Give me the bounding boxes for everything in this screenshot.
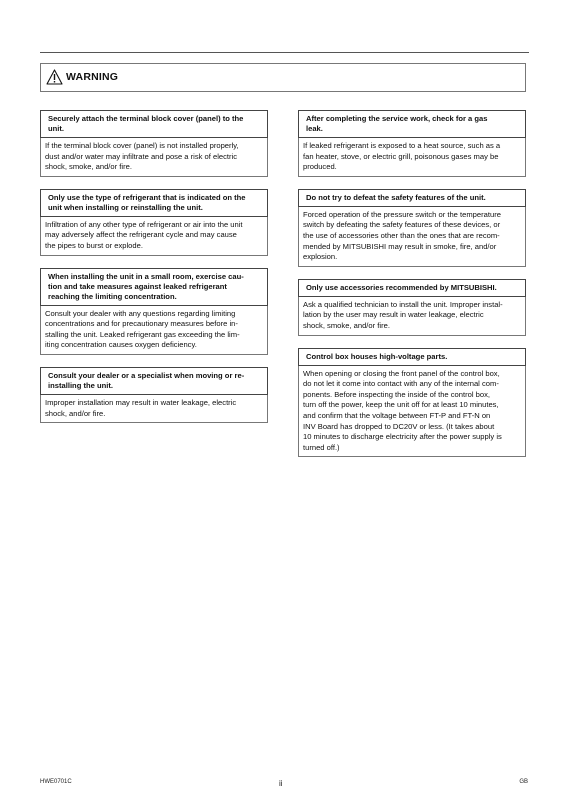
warning-item-body: Consult your dealer with any questions regarding limiting concentrations and for precautionary measures before in- stalling the unit. Leaked refrigerant gas exceeding the lim- iting concentration causes oxygen deficiency. xyxy=(40,306,268,355)
warning-item-body: Improper installation may result in water leakage, electric shock, and/or fire. xyxy=(40,395,268,423)
warning-item xyxy=(298,348,526,458)
warning-item xyxy=(40,268,268,355)
warning-item-heading: Only use accessories recommended by MITSUBISHI. xyxy=(298,279,526,297)
warning-item-heading: Control box houses high-voltage parts. xyxy=(298,348,526,366)
top-rule xyxy=(40,52,529,53)
footer-page-number: ii xyxy=(279,779,283,788)
warning-item xyxy=(298,110,526,177)
warning-title: WARNING xyxy=(66,71,119,83)
warning-triangle-icon xyxy=(46,69,63,85)
warning-item-body: Ask a qualified technician to install the unit. Improper instal- lation by the user may result in water leakage, electric shock, smoke, and/or fire. xyxy=(298,297,526,336)
warning-item-heading: Consult your dealer or a specialist when moving or re- installing the unit. xyxy=(40,367,268,395)
footer-region: GB xyxy=(519,779,528,785)
warning-item-body: If leaked refrigerant is exposed to a heat source, such as a fan heater, stove, or electric grill, poisonous gases may be produced. xyxy=(298,138,526,177)
warning-item xyxy=(298,189,526,267)
warning-item-body: If the terminal block cover (panel) is not installed properly, dust and/or water may infiltrate and pose a risk of electric shock, smoke, and/or fire. xyxy=(40,138,268,177)
warning-item-heading: After completing the service work, check for a gas leak. xyxy=(298,110,526,138)
warning-item-heading: Only use the type of refrigerant that is indicated on the unit when installing or reinstalling the unit. xyxy=(40,189,268,217)
warning-item-body: Infiltration of any other type of refrigerant or air into the unit may adversely affect the refrigerant cycle and may cause the pipes to burst or explode. xyxy=(40,217,268,256)
warning-item-body: When opening or closing the front panel of the control box, do not let it come into contact with any of the internal com- ponents. Before inspecting the inside of the control box, turn off the power, keep the unit off for at least 10 minutes, and confirm that the voltage between FT-P and FT-N on INV Board has dropped to DC20V or less. (It takes about 10 minutes to discharge electricity after the power supply is turned off.) xyxy=(298,366,526,458)
warning-banner xyxy=(40,63,526,92)
footer-doc-code: HWE0701C xyxy=(40,779,72,785)
warning-item xyxy=(40,189,268,256)
warning-item-body: Forced operation of the pressure switch or the temperature switch by defeating the safety features of these devices, or the use of accessories other than the ones that are recom- mended by MITSUBISHI may result in smoke, fire, and/or explosion. xyxy=(298,207,526,267)
warning-item-heading: Securely attach the terminal block cover (panel) to the unit. xyxy=(40,110,268,138)
right-column xyxy=(298,110,526,469)
warning-item-heading: When installing the unit in a small room, exercise cau- tion and take measures against leaked refrigerant reaching the limiting concentration. xyxy=(40,268,268,306)
warning-item xyxy=(298,279,526,336)
left-column xyxy=(40,110,268,435)
warning-item-heading: Do not try to defeat the safety features of the unit. xyxy=(298,189,526,207)
warning-item xyxy=(40,367,268,423)
warning-item xyxy=(40,110,268,177)
